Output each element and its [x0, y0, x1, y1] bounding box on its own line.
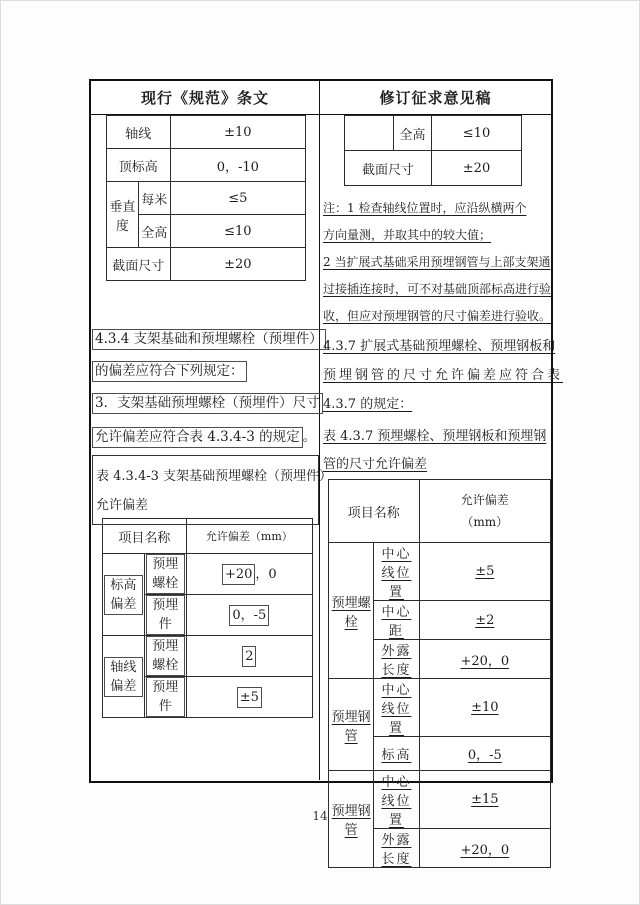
table-title-line: 管的尺寸允许偏差	[323, 457, 428, 472]
group-label: 预埋螺栓	[331, 595, 371, 630]
revision-boxed-text: ±5	[237, 687, 262, 708]
revision-boxed-text: 3．支架基础预埋螺栓（预埋件）尺寸	[92, 393, 323, 414]
cell-axis-label: 轴线	[107, 116, 171, 149]
left-column-current-spec	[91, 115, 333, 780]
header-revised-draft: 修订征求意见稿	[379, 90, 492, 107]
item-label: 中心线位置	[381, 683, 412, 736]
cell-value	[419, 543, 550, 601]
cell-axis-dev-group	[103, 636, 145, 718]
cell-section-value: ±20	[170, 248, 305, 281]
clause-4-3-7	[323, 332, 564, 419]
item-value: ±5	[475, 564, 495, 579]
item-label: 中心线位置	[381, 547, 412, 600]
header-allowed-deviation: 允许偏差（mm）	[186, 519, 312, 554]
clause-tail-punct: 。	[302, 429, 317, 445]
cell-value	[186, 636, 312, 677]
left-continuation-table	[106, 115, 306, 281]
cell-elevation-dev-group	[103, 554, 145, 636]
cell-item	[374, 679, 419, 737]
header-deviation-line2: （mm）	[461, 515, 509, 529]
item-label: 外露长度	[381, 644, 412, 678]
cell-item	[374, 829, 419, 868]
cell-section-label: 截面尺寸	[345, 151, 432, 186]
cell-full-height-label: 全高	[138, 215, 170, 248]
right-continuation-table	[344, 115, 522, 186]
header-deviation-line1: 允许偏差	[460, 493, 509, 507]
table-4-3-4-3	[102, 518, 313, 718]
table-title-line: 表 4.3.7 预埋螺栓、预埋钢板和预埋钢	[323, 429, 547, 444]
item-value: 0，-5	[467, 748, 502, 763]
item-value: +20，0	[460, 653, 510, 669]
group-label: 预埋钢管	[331, 804, 371, 838]
revision-boxed-text: 预埋件	[146, 677, 185, 717]
cell-axis-value: ±10	[170, 116, 305, 149]
table-header-row	[103, 519, 313, 554]
cell-item	[144, 595, 186, 636]
cell-full-height-label: 全高	[394, 116, 432, 151]
item-value: ±2	[475, 612, 495, 628]
table-notes	[323, 195, 553, 330]
cell-value	[419, 829, 550, 868]
clause-line: 预埋钢管的尺寸允许偏差应符合表	[323, 368, 564, 383]
cell-section-label: 截面尺寸	[107, 248, 171, 281]
cell-item	[374, 737, 419, 771]
clause-line: 4.3.7 的规定：	[323, 397, 413, 412]
cell-value	[419, 601, 550, 640]
cell-full-height-value: ≤10	[432, 116, 522, 151]
value-tail: ，0	[255, 567, 277, 582]
table-header-row	[329, 480, 551, 543]
table-title-line: 表 4.3.4-3 支架基础预埋螺栓（预埋件）	[96, 469, 333, 484]
header-allowed-deviation	[419, 480, 550, 543]
cell-item	[144, 677, 186, 718]
cell-top-elevation-label: 顶标高	[107, 149, 171, 182]
cell-value	[419, 679, 550, 737]
page-number: 14	[312, 809, 328, 823]
cell-empty-continuation	[345, 116, 394, 151]
cell-item	[374, 601, 419, 640]
table-row	[107, 149, 306, 182]
clause-line	[92, 361, 320, 382]
clause-line	[92, 425, 320, 448]
item-value: ±15	[471, 792, 499, 807]
cell-embedded-pipe-group	[329, 679, 374, 771]
item-label: 中心线位置	[381, 775, 412, 828]
revision-boxed-text: +20	[222, 564, 255, 585]
table-row	[107, 248, 306, 281]
revision-boxed-text: 4.3.4 支架基础和预埋螺栓（预埋件）	[92, 329, 326, 350]
revision-boxed-text: 的偏差应符合下列规定：	[92, 361, 247, 382]
clause-4-3-4	[92, 329, 323, 459]
item-label: 中心距	[381, 605, 412, 639]
cell-value	[186, 554, 312, 595]
item-value: ±10	[471, 700, 499, 715]
table-title-4-3-4-3	[92, 455, 333, 525]
cell-top-elevation-value: 0，-10	[170, 149, 305, 182]
cell-value	[186, 677, 312, 718]
note-line: 过接插连接时，可不对基础顶部标高进行验	[323, 282, 552, 296]
cell-value	[186, 595, 312, 636]
table-row	[329, 543, 551, 601]
clause-line	[92, 329, 323, 350]
note-line: 方向量测，并取其中的较大值；	[323, 228, 492, 242]
cell-embedded-bolt-group	[329, 543, 374, 679]
revision-boxed-text: 标高偏差	[104, 575, 143, 615]
table-row	[103, 636, 313, 677]
revision-boxed-text: 2	[242, 646, 256, 667]
table-row	[107, 116, 306, 149]
revision-boxed-text: 预埋螺栓	[146, 554, 185, 594]
cell-item	[144, 636, 186, 677]
cell-section-value: ±20	[432, 151, 522, 186]
cell-item	[374, 640, 419, 679]
cell-full-height-value: ≤10	[170, 215, 305, 248]
table-row	[329, 679, 551, 737]
header-item-name: 项目名称	[103, 519, 187, 554]
comparison-header-row	[91, 81, 551, 115]
note-line: 注：1 检查轴线位置时，应沿纵横两个	[323, 201, 527, 215]
cell-per-meter-label: 每米	[138, 182, 170, 215]
item-value: +20，0	[460, 842, 510, 858]
table-title-4-3-7	[323, 423, 553, 479]
table-row	[107, 182, 306, 215]
item-label: 标高	[381, 748, 412, 763]
item-label: 外露长度	[381, 833, 412, 867]
clause-line: 4.3.7 扩展式基础预埋螺栓、预埋钢板和	[323, 339, 556, 354]
cell-value	[419, 737, 550, 771]
header-current-spec: 现行《规范》条文	[91, 81, 320, 114]
table-row	[345, 151, 522, 186]
note-line: 2 当扩展式基础采用预埋钢管与上部支架通	[323, 255, 551, 269]
cell-per-meter-value: ≤5	[170, 182, 305, 215]
revision-boxed-text: 允许偏差应符合表 4.3.4-3 的规定	[92, 427, 303, 448]
cell-value	[419, 640, 550, 679]
cell-item	[374, 543, 419, 601]
clause-line	[92, 393, 320, 414]
table-row	[103, 554, 313, 595]
revision-boxed-text: 预埋螺栓	[146, 636, 185, 676]
group-label: 预埋钢管	[331, 709, 371, 744]
revision-boxed-text: 轴线偏差	[104, 657, 143, 697]
cell-item	[144, 554, 186, 595]
table-row	[345, 116, 522, 151]
note-line: 收，但应对预埋钢管的尺寸偏差进行验收。	[323, 309, 552, 323]
revision-boxed-text: 0，-5	[229, 605, 269, 626]
cell-verticality-group: 垂直度	[107, 182, 139, 248]
header-item-name: 项目名称	[329, 480, 420, 543]
revision-boxed-text: 预埋件	[146, 595, 185, 635]
table-title-line: 允许偏差	[96, 498, 149, 513]
